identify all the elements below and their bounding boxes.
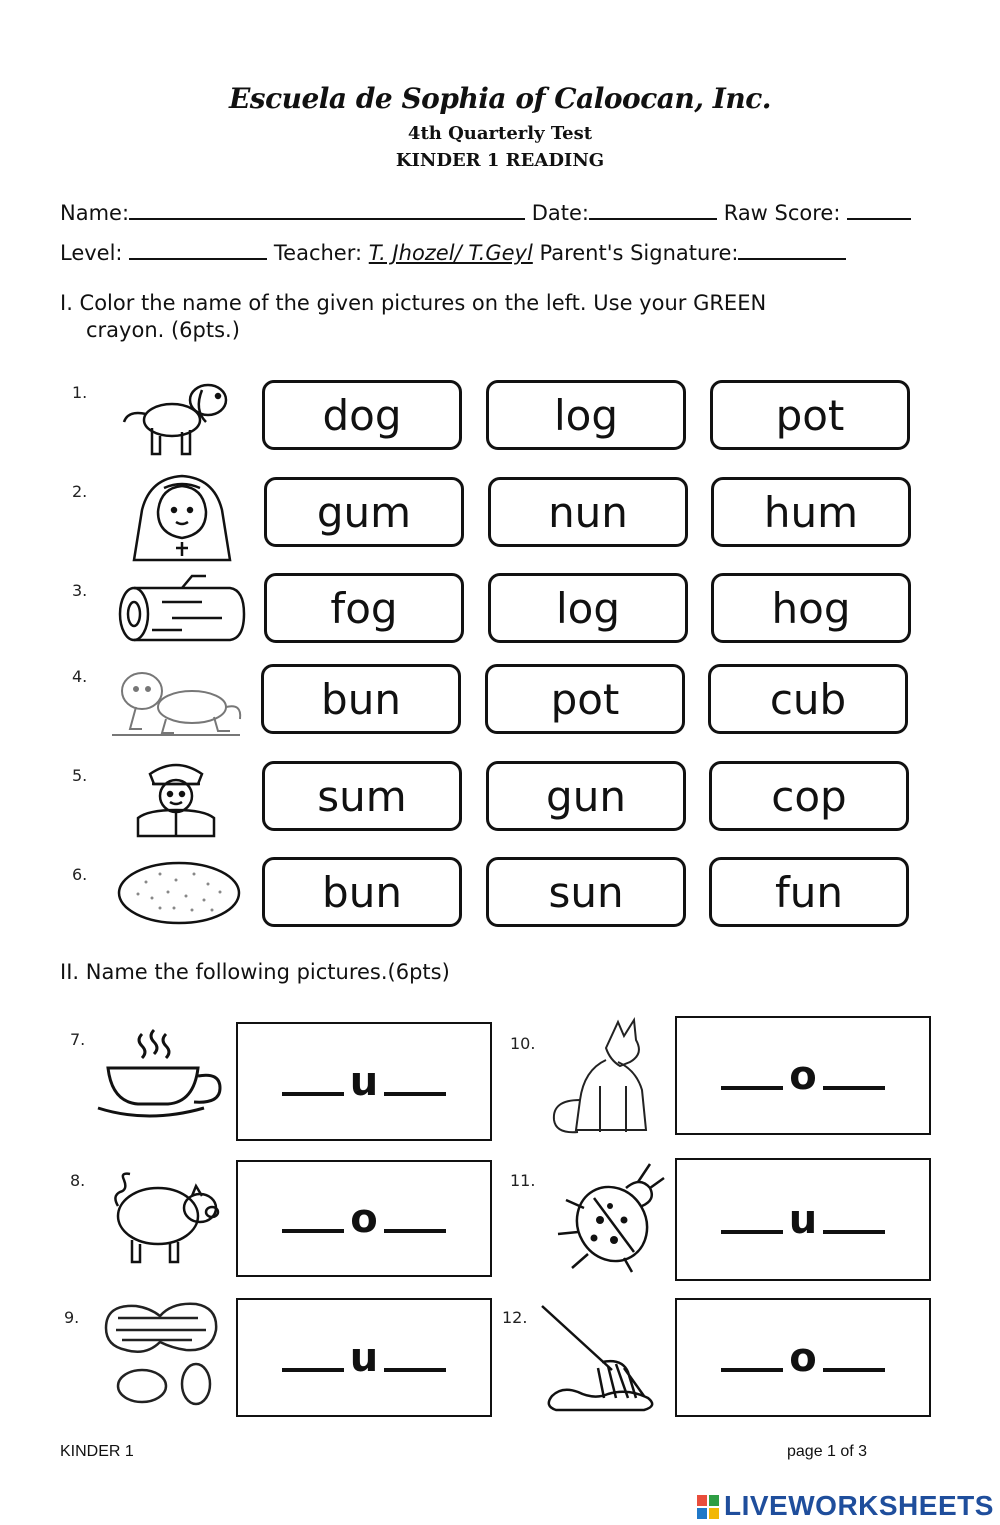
blank-line[interactable] xyxy=(384,1229,446,1233)
blank-line[interactable] xyxy=(721,1368,783,1372)
name-row xyxy=(60,200,911,225)
nun-picture xyxy=(130,470,235,566)
signature-field[interactable] xyxy=(738,240,846,260)
blank-line[interactable] xyxy=(823,1086,885,1090)
answer-box[interactable] xyxy=(236,1160,492,1277)
bug-picture xyxy=(554,1158,668,1274)
word-choice[interactable]: nun xyxy=(488,477,688,547)
item-number: 10. xyxy=(510,1034,536,1053)
answer-box[interactable] xyxy=(675,1016,931,1135)
cub-picture xyxy=(106,663,246,743)
item-number: 7. xyxy=(70,1030,86,1049)
blank-line[interactable] xyxy=(384,1092,446,1096)
word-choice[interactable]: bun xyxy=(261,664,461,734)
given-letter: u xyxy=(349,1334,379,1381)
item-number: 4. xyxy=(72,667,88,686)
page-number: page 1 of 3 xyxy=(787,1443,868,1460)
word-choice[interactable]: bun xyxy=(262,857,462,927)
part1-instruction-line1: I. Color the name of the given pictures on the left. Use your GREEN xyxy=(60,291,767,315)
part1-instruction-line2: crayon. (6pts.) xyxy=(86,318,240,342)
answer-box[interactable] xyxy=(236,1022,492,1141)
part2-instruction: II. Name the following pictures.(6pts) xyxy=(60,960,450,984)
blank-line[interactable] xyxy=(823,1368,885,1372)
word-choice[interactable]: fog xyxy=(264,573,464,643)
blank-line[interactable] xyxy=(384,1368,446,1372)
subject-title: KINDER 1 READING xyxy=(395,150,605,171)
level-row xyxy=(60,240,846,265)
given-letter: u xyxy=(788,1196,818,1243)
level-label: Level: xyxy=(60,241,123,265)
pig-picture xyxy=(104,1160,224,1272)
item-number: 12. xyxy=(502,1308,528,1327)
dog-picture xyxy=(112,372,242,462)
test-title: 4th Quarterly Test xyxy=(407,123,593,144)
given-letter: o xyxy=(789,1052,817,1099)
answer-box[interactable] xyxy=(675,1158,931,1281)
raw-score-label: Raw Score: xyxy=(723,201,841,225)
mop-picture xyxy=(532,1300,668,1412)
item-number: 3. xyxy=(72,581,88,600)
name-label: Name: xyxy=(60,201,130,225)
item-number: 9. xyxy=(64,1308,80,1327)
item-number: 6. xyxy=(72,865,88,884)
fox-picture xyxy=(548,1016,660,1136)
cup-picture xyxy=(96,1028,228,1120)
given-letter: o xyxy=(789,1334,817,1381)
blank-line[interactable] xyxy=(823,1230,885,1234)
teacher-label: Teacher: xyxy=(273,241,363,265)
liveworksheets-logo-icon xyxy=(696,1494,720,1520)
word-choice[interactable]: log xyxy=(486,380,686,450)
signature-label: Parent's Signature: xyxy=(539,241,739,265)
blank-line[interactable] xyxy=(721,1086,783,1090)
bun-picture xyxy=(116,860,242,926)
raw-score-field[interactable] xyxy=(847,200,911,220)
date-label: Date: xyxy=(531,201,589,225)
item-number: 5. xyxy=(72,766,88,785)
answer-box[interactable] xyxy=(236,1298,492,1417)
item-number: 1. xyxy=(72,383,88,402)
blank-line[interactable] xyxy=(721,1230,783,1234)
word-choice[interactable]: pot xyxy=(710,380,910,450)
footer-left: KINDER 1 xyxy=(60,1443,134,1460)
word-choice[interactable]: gum xyxy=(264,477,464,547)
word-choice[interactable]: cop xyxy=(709,761,909,831)
given-letter: o xyxy=(350,1195,378,1242)
word-choice[interactable]: dog xyxy=(262,380,462,450)
blank-line[interactable] xyxy=(282,1092,344,1096)
log-picture xyxy=(112,572,252,652)
blank-line[interactable] xyxy=(282,1368,344,1372)
blank-line[interactable] xyxy=(282,1229,344,1233)
cop-picture xyxy=(126,756,226,840)
word-choice[interactable]: sum xyxy=(262,761,462,831)
name-field[interactable] xyxy=(129,200,525,220)
answer-box[interactable] xyxy=(675,1298,931,1417)
level-field[interactable] xyxy=(129,240,267,260)
item-number: 8. xyxy=(70,1171,86,1190)
word-choice[interactable]: pot xyxy=(485,664,685,734)
nut-picture xyxy=(98,1298,224,1410)
item-number: 2. xyxy=(72,482,88,501)
school-name: Escuela de Sophia of Caloocan, Inc. xyxy=(228,82,772,115)
word-choice[interactable]: gun xyxy=(486,761,686,831)
word-choice[interactable]: fun xyxy=(709,857,909,927)
given-letter: u xyxy=(349,1058,379,1105)
word-choice[interactable]: hog xyxy=(711,573,911,643)
date-field[interactable] xyxy=(589,200,717,220)
liveworksheets-brand[interactable]: LIVEWORKSHEETS xyxy=(724,1490,994,1521)
word-choice[interactable]: hum xyxy=(711,477,911,547)
word-choice[interactable]: cub xyxy=(708,664,908,734)
teacher-value: T. Jhozel/ T.Geyl xyxy=(368,241,533,265)
word-choice[interactable]: sun xyxy=(486,857,686,927)
word-choice[interactable]: log xyxy=(488,573,688,643)
item-number: 11. xyxy=(510,1171,536,1190)
